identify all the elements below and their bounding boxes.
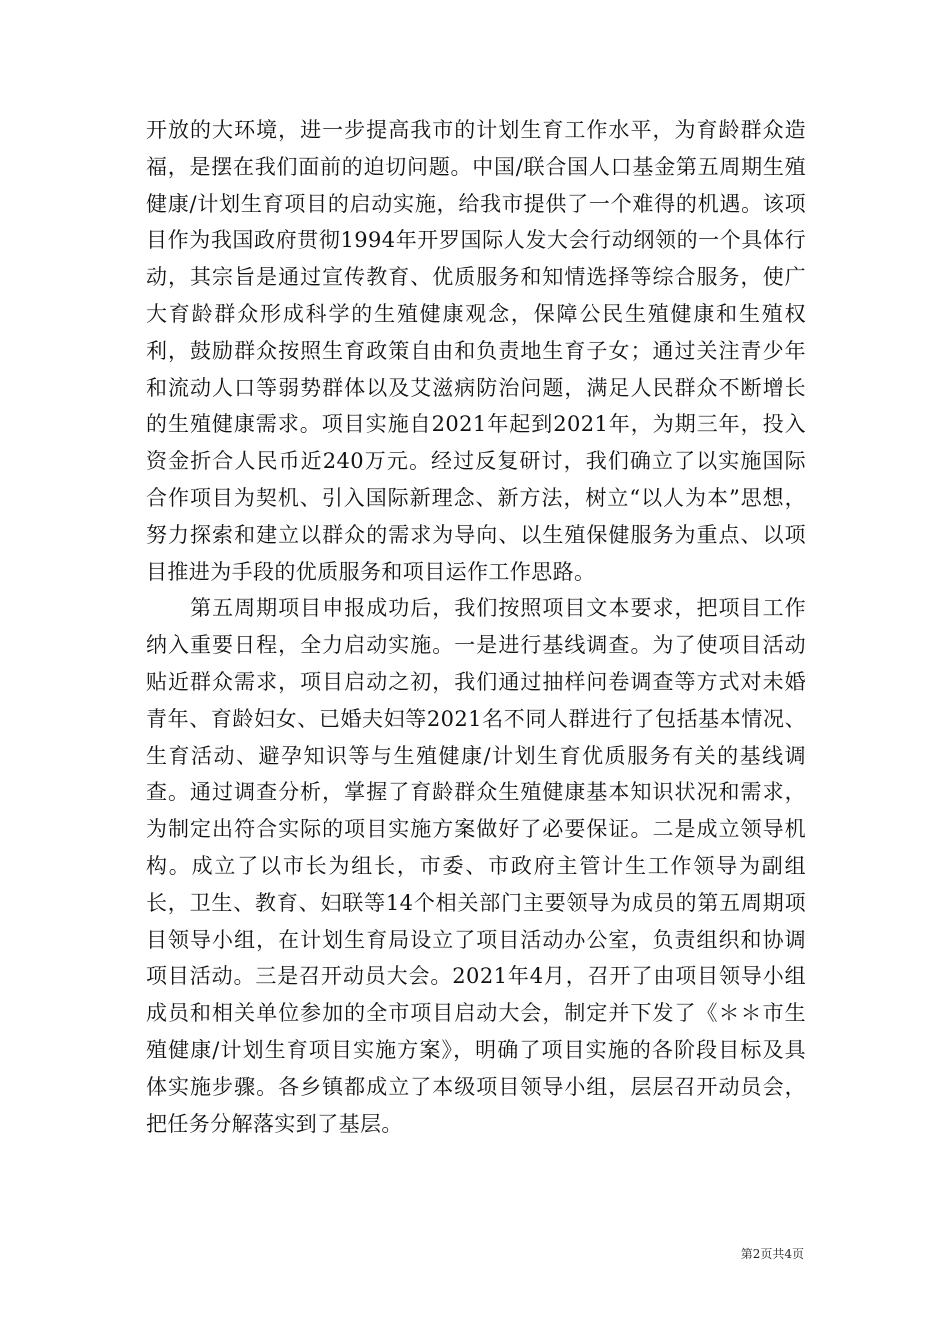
paragraph-1: 开放的大环境，进一步提高我市的计划生育工作水平，为育龄群众造福，是摆在我们面前的迫切问题。中国/联合国人口基金第五周期生殖健康/计划生育项目的启动实施，给我市提供了一个难得的机遇。该项目作为我国政府贯彻1994年开罗国际人发大会行动纲领的一个具体行动，其宗旨是通过宣传教育、优质服务和知情选择等综合服务，使广大育龄群众形成科学的生殖健康观念，保障公民生殖健康和生殖权利，鼓励群众按照生育政策自由和负责地生育子女；通过关注青少年和流动人口等弱势群体以及艾滋病防治问题，满足人民群众不断增长的生殖健康需求。项目实施自2021年起到2021年，为期三年，投入资金折合人民币近240万元。经过反复研讨，我们确立了以实施国际合作项目为契机、引入国际新理念、新方法，树立“以人为本”思想，努力探索和建立以群众的需求为导向、以生殖保健服务为重点、以项目推进为手段的优质服务和项目运作工作思路。: [146, 118, 806, 584]
paragraph-2: 第五周期项目申报成功后，我们按照项目文本要求，把项目工作纳入重要日程，全力启动实施。一是进行基线调查。为了使项目活动贴近群众需求，项目启动之初，我们通过抽样问卷调查等方式对未婚青年、育龄妇女、已婚夫妇等2021名不同人群进行了包括基本情况、生育活动、避孕知识等与生殖健康/计划生育优质服务有关的基线调查。通过调查分析，掌握了育龄群众生殖健康基本知识状况和需求，为制定出符合实际的项目实施方案做好了必要保证。二是成立领导机构。成立了以市长为组长，市委、市政府主管计生工作领导为副组长，卫生、教育、妇联等14个相关部门主要领导为成员的第五周期项目领导小组，在计划生育局设立了项目活动办公室，负责组织和协调项目活动。三是召开动员大会。2021年4月，召开了由项目领导小组成员和相关单位参加的全市项目启动大会，制定并下发了《＊＊市生殖健康/计划生育项目实施方案》，明确了项目实施的各阶段目标及具体实施步骤。各乡镇都成立了本级项目领导小组，层层召开动员会，把任务分解落实到了基层。: [146, 596, 806, 1136]
page-number-footer: 第2页共4页: [740, 1247, 804, 1261]
document-body: [146, 112, 806, 1142]
